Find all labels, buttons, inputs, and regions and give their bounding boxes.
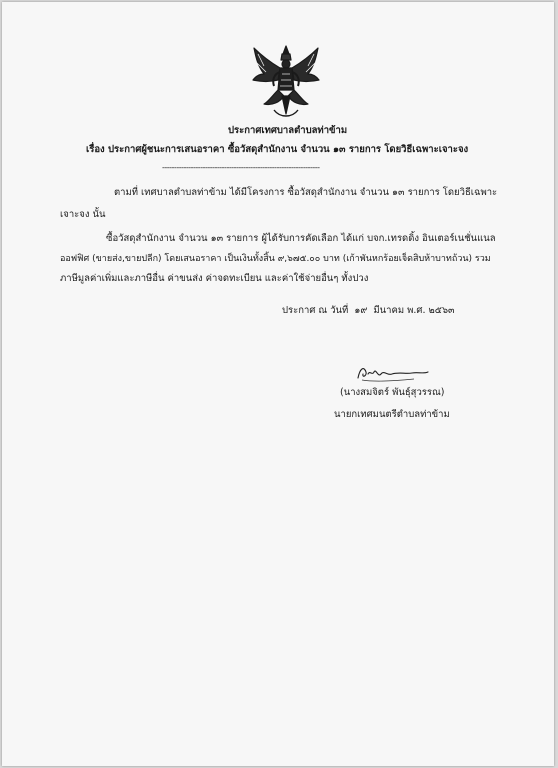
issuer-title: ประกาศเทศบาลตำบลท่าข้าม — [228, 125, 348, 136]
paragraph-2-line-1: ซื้อวัสดุสำนักงาน จำนวน ๑๓ รายการ ผู้ได้รับการคัดเลือก ได้แก่ บจก.เทรดดิ้ง อินเตอร์เนชั่นแนล — [106, 233, 496, 244]
date-prefix: ประกาศ ณ วันที่ — [282, 305, 349, 316]
date-year: พ.ศ. ๒๕๖๓ — [407, 305, 455, 316]
paragraph-2-line-3: ภาษีมูลค่าเพิ่มและภาษีอื่น ค่าขนส่ง ค่าจดทะเบียน และค่าใช้จ่ายอื่นๆ ทั้งปวง — [60, 273, 369, 284]
signatory-name: (นางสมจิตร์ พันธุ์สุวรรณ) — [340, 387, 445, 398]
subject-line — [86, 144, 468, 156]
garuda-emblem-icon — [250, 44, 322, 120]
subject-text: ประกาศผู้ชนะการเสนอราคา ซื้อวัสดุสำนักงาน จำนวน ๑๓ รายการ โดยวิธีเฉพาะเจาะจง — [108, 144, 469, 155]
paragraph-2-line-2: ออฟฟิศ (ขายส่ง,ขายปลีก) โดยเสนอราคา เป็นเงินทั้งสิ้น ๙,๖๗๕.๐๐ บาท (เก้าพันหกร้อยเจ็ดสิบห้าบาทถ้วน) รวม — [60, 254, 491, 264]
paragraph-1-line-1: ตามที่ เทศบาลตำบลท่าข้าม ได้มีโครงการ ซื้อวัสดุสำนักงาน จำนวน ๑๓ รายการ โดยวิธีเฉพาะ — [114, 187, 498, 198]
separator-line: ------------------------------------------------------------------ — [162, 163, 320, 172]
signatory-position: นายกเทศมนตรีตำบลท่าข้าม — [334, 409, 450, 420]
handwritten-signature-icon — [354, 362, 430, 384]
date-month: มีนาคม — [373, 305, 405, 316]
paragraph-1-line-2: เจาะจง นั้น — [60, 209, 106, 220]
subject-label: เรื่อง — [86, 144, 105, 155]
document-page — [2, 2, 554, 766]
date-day: ๑๙ — [354, 305, 368, 316]
announcement-date — [282, 305, 454, 317]
